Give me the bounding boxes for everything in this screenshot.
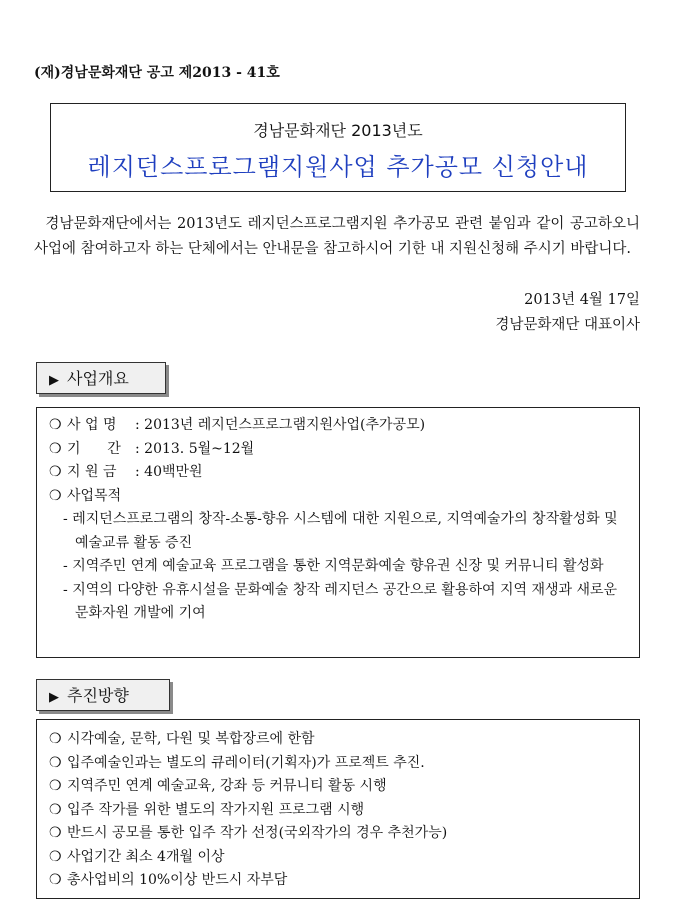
circle-bullet-icon: ❍ bbox=[49, 825, 62, 841]
circle-bullet-icon: ❍ bbox=[49, 848, 62, 865]
circle-bullet-icon: ❍ bbox=[49, 778, 62, 794]
circle-bullet-icon: ❍ bbox=[49, 464, 62, 480]
item-value: : 40백만원 bbox=[135, 464, 203, 480]
item-text: 반드시 공모를 통한 입주 작가 선정(국외작가의 경우 추천가능) bbox=[67, 825, 448, 841]
document-title: 레지던스프로그램지원사업 추가공모 신청안내 bbox=[87, 153, 589, 181]
list-item bbox=[49, 414, 627, 438]
circle-bullet-icon: ❍ bbox=[49, 417, 62, 433]
list-item bbox=[49, 822, 627, 846]
list-item bbox=[49, 461, 627, 485]
dash-icon: - bbox=[63, 511, 68, 527]
item-text: 입주예술인과는 별도의 큐레이터(기획자)가 프로젝트 추진. bbox=[67, 754, 425, 771]
dash-icon: - bbox=[63, 581, 68, 598]
circle-bullet-icon: ❍ bbox=[49, 731, 62, 747]
circle-bullet-icon: ❍ bbox=[49, 440, 62, 457]
item-label: 사 업 명 bbox=[67, 417, 117, 433]
item-text: 사업기간 최소 4개월 이상 bbox=[67, 848, 225, 865]
item-label: 지 원 금 bbox=[67, 464, 117, 480]
list-item bbox=[49, 869, 627, 893]
purpose-label: 사업목적 bbox=[67, 487, 122, 504]
list-item bbox=[49, 846, 627, 870]
list-item bbox=[49, 438, 627, 462]
purpose-text: 지역주민 연계 예술교육 프로그램을 통한 지역문화예술 향유권 신장 및 커뮤니티 활성화 bbox=[72, 558, 604, 574]
item-text: 입주 작가를 위한 별도의 작가지원 프로그램 시행 bbox=[67, 801, 365, 818]
item-text: 총사업비의 10%이상 반드시 자부담 bbox=[67, 872, 288, 888]
signer: 경남문화재단 대표이사 bbox=[495, 317, 640, 333]
section-heading-overview bbox=[36, 362, 166, 394]
intro-paragraph bbox=[34, 212, 640, 262]
item-value: : 2013. 5월~12월 bbox=[135, 440, 255, 457]
list-item bbox=[49, 752, 627, 776]
list-item bbox=[49, 799, 627, 823]
item-label: 기 간 bbox=[67, 440, 121, 457]
purpose-text: 지역의 다양한 유휴시설을 문화예술 창작 레지던스 공간으로 활용하여 지역 재생과 새로운 문화자원 개발에 기여 bbox=[72, 581, 618, 621]
item-value: : 2013년 레지던스프로그램지원사업(추가공모) bbox=[135, 417, 426, 433]
section-heading-text: 사업개요 bbox=[67, 369, 129, 388]
triangle-icon: ▶ bbox=[49, 690, 59, 705]
circle-bullet-icon: ❍ bbox=[49, 487, 62, 504]
circle-bullet-icon: ❍ bbox=[49, 754, 62, 771]
dash-icon: - bbox=[63, 558, 68, 574]
circle-bullet-icon: ❍ bbox=[49, 872, 62, 888]
item-text: 시각예술, 문학, 다원 및 복합장르에 한함 bbox=[67, 731, 315, 747]
title-box bbox=[50, 103, 626, 192]
direction-box bbox=[36, 719, 640, 899]
notice-number: (재)경남문화재단 공고 제2013 - 41호 bbox=[34, 65, 280, 81]
purpose-item bbox=[49, 508, 627, 555]
document-subtitle: 경남문화재단 2013년도 bbox=[253, 121, 423, 140]
section-heading-direction bbox=[36, 679, 170, 711]
purpose-item bbox=[49, 579, 627, 626]
circle-bullet-icon: ❍ bbox=[49, 801, 62, 818]
notice-date: 2013년 4월 17일 bbox=[524, 292, 640, 308]
overview-box bbox=[36, 407, 640, 658]
section-heading-text: 추진방향 bbox=[67, 686, 129, 705]
purpose-item bbox=[49, 555, 627, 579]
list-item bbox=[49, 485, 627, 509]
list-item bbox=[49, 728, 627, 752]
purpose-text: 레지던스프로그램의 창작-소통-향유 시스템에 대한 지원으로, 지역예술가의 창작활성화 및 예술교류 활동 증진 bbox=[72, 511, 618, 551]
triangle-icon: ▶ bbox=[49, 373, 59, 388]
list-item bbox=[49, 775, 627, 799]
item-text: 지역주민 연계 예술교육, 강좌 등 커뮤니티 활동 시행 bbox=[67, 778, 387, 794]
intro-text: 경남문화재단에서는 2013년도 레지던스프로그램지원 추가공모 관련 붙임과 같이 공고하오니 사업에 참여하고자 하는 단체에서는 안내문을 참고하시어 기한 내 지원신청해 주시기 바랍니다. bbox=[34, 216, 641, 257]
